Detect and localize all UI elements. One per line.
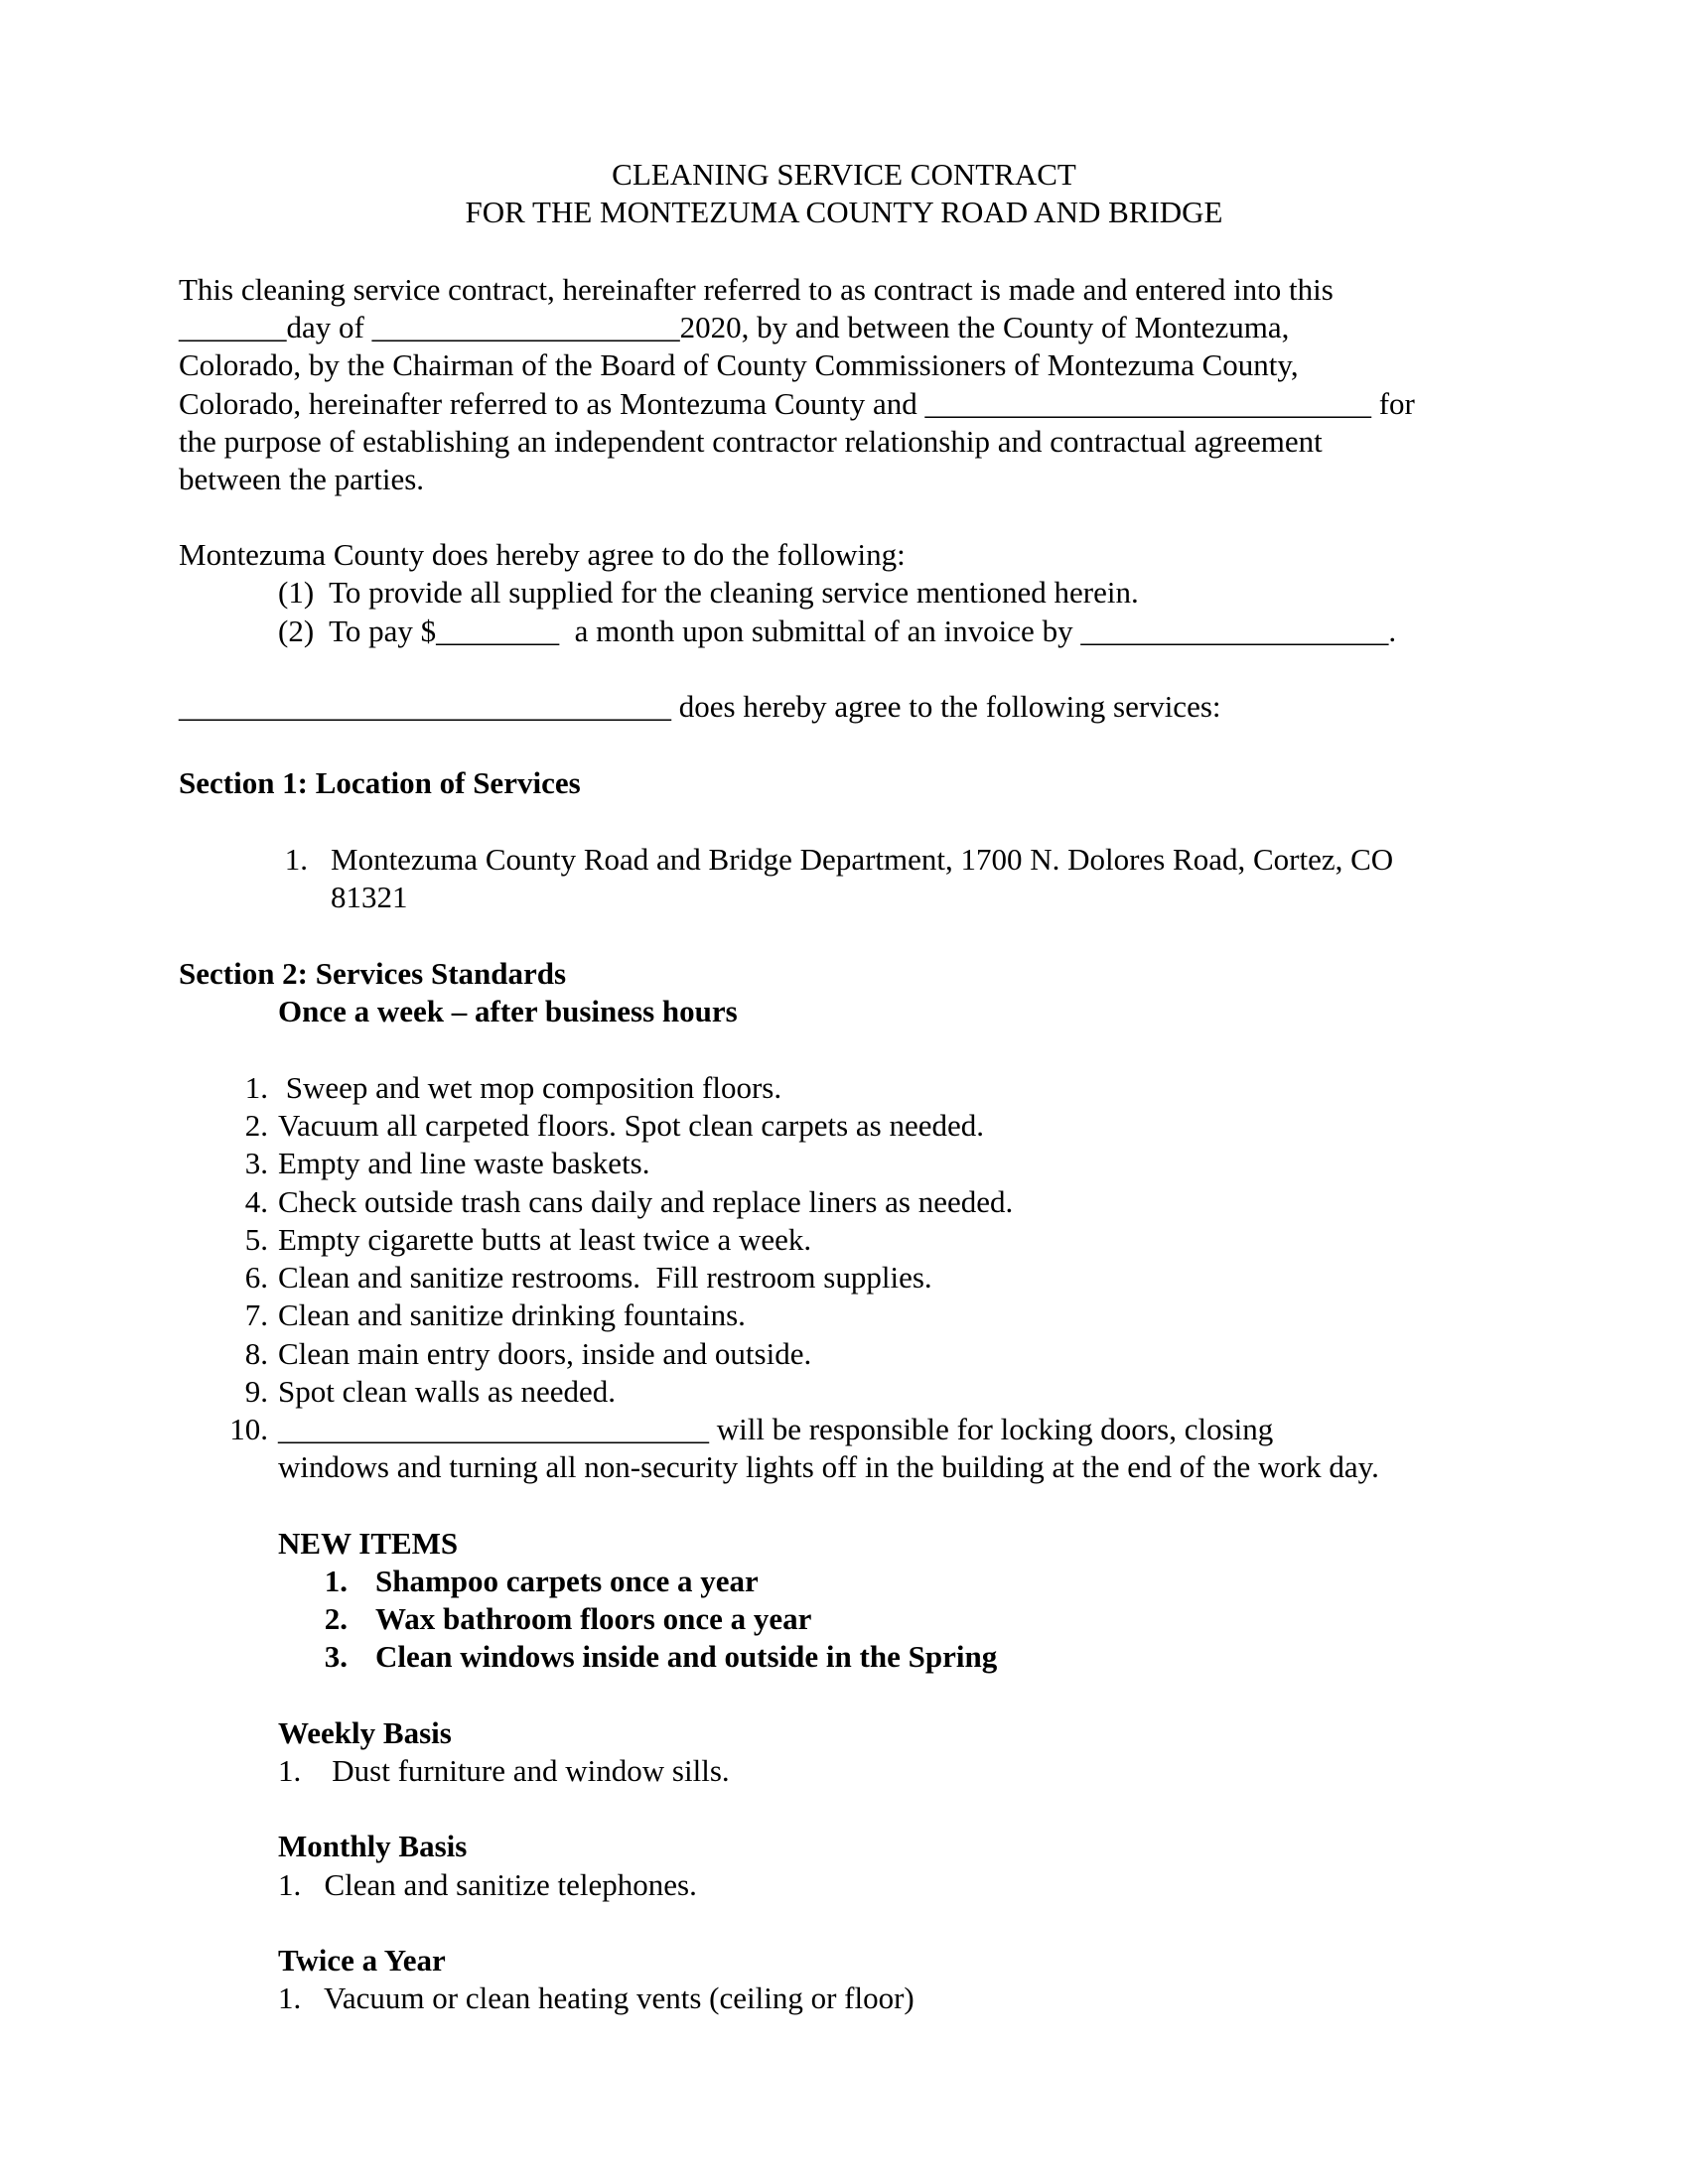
intro-line-3: Colorado, by the Chairman of the Board of County Commissioners of Montezuma County, (179, 347, 1299, 382)
service-item-number: 3. (244, 1146, 268, 1180)
section1-heading: Section 1: Location of Services (179, 765, 581, 800)
new-item-number: 1. (324, 1564, 348, 1598)
twice-year-heading: Twice a Year (278, 1943, 446, 1978)
service-item-number: 8. (244, 1336, 268, 1371)
contract-title-line1: CLEANING SERVICE CONTRACT (612, 157, 1076, 192)
county-agrees-item-1: (1) To provide all supplied for the cleaning service mentioned herein. (278, 575, 1139, 610)
service-item-number: 1. (244, 1070, 268, 1105)
monthly-heading: Monthly Basis (278, 1829, 468, 1863)
service-item-number: 4. (244, 1184, 268, 1219)
service-item-text: Empty and line waste baskets. (278, 1146, 650, 1180)
county-agrees-item-2: (2) To pay $________ a month upon submittal of an invoice by ____________________. (278, 614, 1397, 648)
service-item-number: 6. (244, 1260, 268, 1295)
service-item-number: 5. (244, 1222, 268, 1257)
service-item-number: 10. (229, 1412, 268, 1446)
weekly-heading: Weekly Basis (278, 1715, 452, 1750)
contractor-agrees-line: ________________________________ does hereby agree to the following services: (179, 689, 1221, 724)
monthly-item: 1. Clean and sanitize telephones. (278, 1867, 697, 1902)
service-item-text: Vacuum all carpeted floors. Spot clean carpets as needed. (278, 1108, 984, 1143)
new-item-text: Shampoo carpets once a year (375, 1564, 759, 1598)
service-item-number: 2. (244, 1108, 268, 1143)
section2-subheading: Once a week – after business hours (278, 994, 738, 1028)
intro-line-4: Colorado, hereinafter referred to as Montezuma County and _____________________________ for (179, 386, 1415, 421)
contract-title-line2: FOR THE MONTEZUMA COUNTY ROAD AND BRIDGE (465, 195, 1223, 229)
intro-line-5: the purpose of establishing an independent contractor relationship and contractual agreement (179, 424, 1323, 459)
section1-item-number: 1. (284, 842, 308, 877)
new-item-text: Wax bathroom floors once a year (375, 1601, 812, 1636)
service-item-text: Sweep and wet mop composition floors. (278, 1070, 782, 1105)
new-item-number: 2. (324, 1601, 348, 1636)
intro-line-6: between the parties. (179, 462, 425, 496)
service-item-text: Check outside trash cans daily and replace liners as needed. (278, 1184, 1014, 1219)
service-item-text: Clean and sanitize drinking fountains. (278, 1297, 746, 1332)
service-item-text: Clean and sanitize restrooms. Fill restroom supplies. (278, 1260, 932, 1295)
section2-heading: Section 2: Services Standards (179, 956, 567, 991)
service-item-text: Spot clean walls as needed. (278, 1374, 617, 1409)
new-items-heading: NEW ITEMS (278, 1526, 459, 1561)
intro-line-1: This cleaning service contract, hereinafter referred to as contract is made and entered into this (179, 272, 1334, 307)
county-agrees-heading: Montezuma County does hereby agree to do the following: (179, 537, 906, 572)
service-item-number: 7. (244, 1297, 268, 1332)
intro-line-2: _______day of ____________________2020, by and between the County of Montezuma, (179, 310, 1290, 344)
section1-item-line1: Montezuma County Road and Bridge Department, 1700 N. Dolores Road, Cortez, CO (331, 842, 1394, 877)
service-item-10-continuation: windows and turning all non-security lights off in the building at the end of the work day. (278, 1449, 1379, 1484)
section1-item-line2: 81321 (331, 880, 408, 914)
twice-year-item: 1. Vacuum or clean heating vents (ceiling or floor) (278, 1980, 914, 2015)
service-item-text: Empty cigarette butts at least twice a week. (278, 1222, 812, 1257)
service-item-text: Clean main entry doors, inside and outside. (278, 1336, 812, 1371)
new-item-text: Clean windows inside and outside in the Spring (375, 1639, 998, 1674)
service-item-number: 9. (244, 1374, 268, 1409)
weekly-item: 1. Dust furniture and window sills. (278, 1753, 730, 1788)
new-item-number: 3. (324, 1639, 348, 1674)
service-item-text: ____________________________ will be responsible for locking doors, closing (278, 1412, 1274, 1446)
